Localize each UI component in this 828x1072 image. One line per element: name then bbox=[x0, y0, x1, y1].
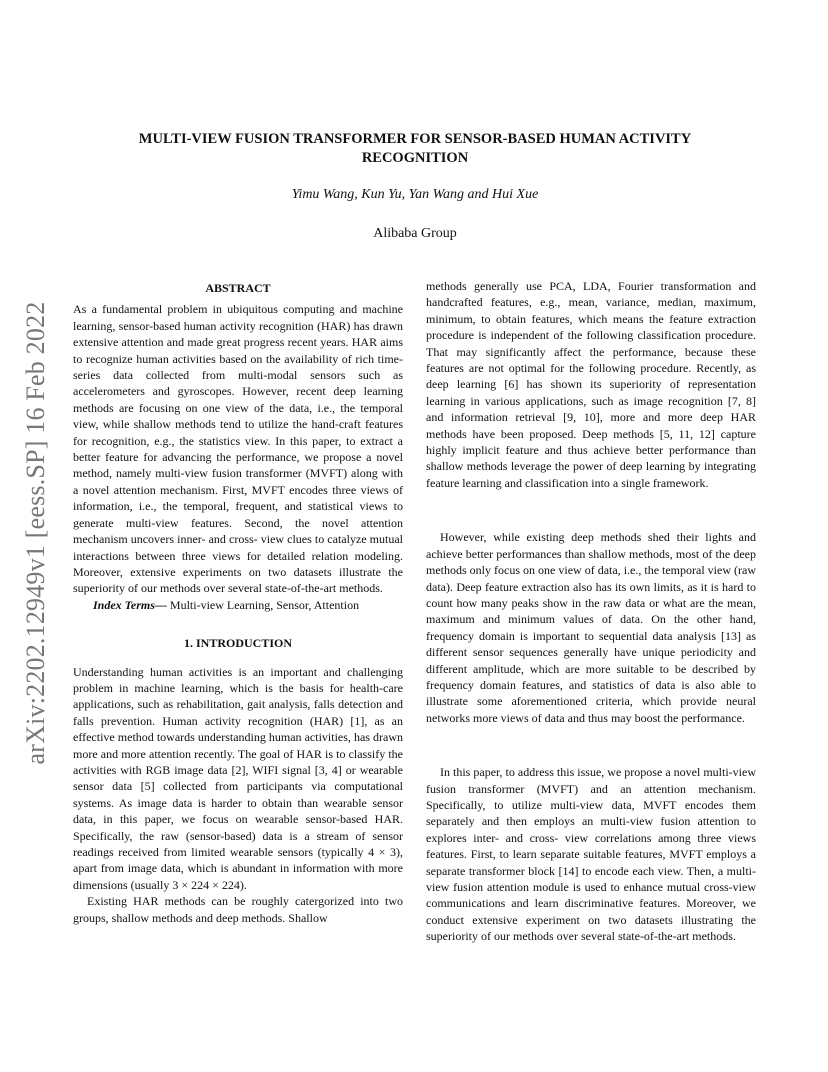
intro-paragraph-2: Existing HAR methods can be roughly catergorized into two groups, shallow methods and deep methods. Shallow bbox=[73, 894, 403, 925]
right-column bbox=[426, 278, 756, 945]
left-column bbox=[73, 280, 403, 926]
paper-title: MULTI-VIEW FUSION TRANSFORMER FOR SENSOR-BASED HUMAN ACTIVITY RECOGNITION bbox=[138, 131, 692, 166]
paper-affiliation: Alibaba Group bbox=[373, 226, 457, 241]
intro-paragraph-1: Understanding human activities is an important and challenging problem in machine learning, which is the basis for health-care applications, such as rehabilitation, gait analysis, falls detection and falls prevention. Human activity recognition (HAR) [1], as an effective method towards understanding human activities, has drawn more and more attention recently. The goal of HAR is to classify the activities with RGB image data [2], WIFI signal [3, 4] or wearable sensor data [5] collected from participants via computational systems. As image data is harder to obtain than wearable sensor data, in this paper, we focus on wearable sensor-based HAR. Specifically, the raw (sensor-based) data is a stream of sensor readings received from limited wearable sensors (typically 4 × 3), apart from image data, which is abundant in information with more dimensions (usually 3 × 224 × 224). bbox=[73, 664, 403, 892]
abstract-heading: ABSTRACT bbox=[205, 281, 271, 295]
arxiv-stamp bbox=[14, 285, 58, 780]
abstract-text: As a fundamental problem in ubiquitous computing and machine learning, sensor-based human activity recognition (HAR) has drawn extensive attention and made great progress recent years. HAR aims to recognize human activities based on the availability of rich time-series data collected from multi-modal sensors such as accelerometers and gyroscopes. However, recent deep learning methods are focusing on one view of the data, i.e., the temporal view, while shallow methods tend to utilize the hand-craft features for recognition, e.g., the statistics view. In this paper, to extract a better feature for advancing the performance, we propose a novel method, namely multi-view fusion transformer (MVFT) along with a novel attention mechanism. First, MVFT encodes three views of information, i.e., the temporal, frequent, and statistical views to generate multi-view features. Second, the novel attention mechanism uncovers inner- and cross- view clues to catalyze mutual interactions between three views for detailed relation modeling. Moreover, extensive experiments on two datasets illustrate the superiority of our methods over several state-of-the-art methods. bbox=[73, 302, 403, 596]
introduction-heading: 1. INTRODUCTION bbox=[183, 636, 292, 651]
intro-paragraph-3: methods generally use PCA, LDA, Fourier transformation and handcrafted features, e.g., mean, variance, median, maximum, minimum, to obtain features, which means the feature extraction procedure is independent of the following classification procedure. That may significantly affect the performance, because these features are not optimal for the following procedure. Recently, as deep learning [6] has shown its superiority of representation learning in various applications, such as image recognition [7, 8] and information retrieval [9, 10], more and more deep HAR methods have been proposed. Deep methods [5, 11, 12] capture highly implicit feature and thus achieve better performance than shallow methods leverage the power of deep learning by integrating feature learning and classification into a single framework. bbox=[426, 279, 756, 490]
paragraph-gap bbox=[426, 491, 756, 529]
intro-paragraph-5: In this paper, to address this issue, we propose a novel multi-view fusion transformer (MVFT) and an attention mechanism. Specifically, to utilize multi-view data, MVFT encodes them separately and then employs an multi-view fusion attention to explores inter- and cross- view correlations among three views features. First, to learn separate suitable features, MVFT employs a separate transformer block [14] to encode each view. Then, a multi-view fusion attention module is used to enhance mutual cross-view communications and learn discriminative features. Moreover, we conduct extensive experiment on two datasets illustrating the superiority of our methods over several state-of-the-art methods. bbox=[426, 765, 756, 944]
index-terms bbox=[73, 597, 403, 613]
index-terms-label: Index Terms— bbox=[93, 597, 167, 612]
intro-paragraph-4: However, while existing deep methods shed their lights and achieve better performances than shallow methods, most of the deep methods only focus on one view of data, i.e., the temporal view (raw data). Deep feature extraction also has its own limits, as it is hard to count how many peaks show in the raw data or what are the mean, maximum and minimum values of data. On the other hand, frequency domain is important to sequential data analysis [13] as different sensor sequences generally have unique periodicity and different amplitude, which are more suitable to be described by frequency domain features, and statistics of data is also able to illustrate some aforementioned criteria, which provide neural networks more views of data and thus may boost the performance. bbox=[426, 530, 756, 725]
index-terms-text: Multi-view Learning, Sensor, Attention bbox=[166, 597, 360, 612]
paragraph-gap bbox=[426, 726, 756, 764]
paper-authors: Yimu Wang, Kun Yu, Yan Wang and Hui Xue bbox=[291, 187, 539, 202]
arxiv-stamp-text: arXiv:2202.12949v1 [eess.SP] 16 Feb 2022 bbox=[21, 301, 50, 764]
